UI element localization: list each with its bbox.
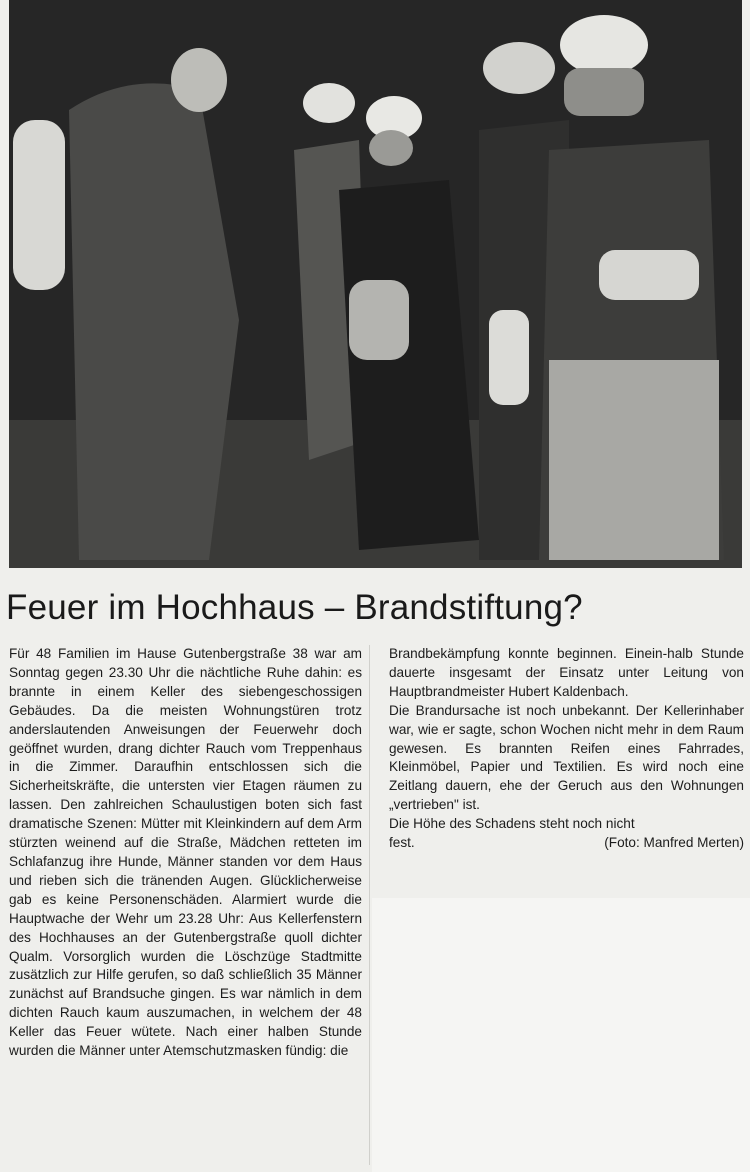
article-body-right-3: Die Höhe des Schadens steht noch nicht	[389, 816, 635, 832]
photo-credit: (Foto: Manfred Merten)	[604, 835, 744, 851]
article-body-left: Für 48 Familien im Hause Gutenbergstraße 38 war am Sonntag gegen 23.30 Uhr die nächtliche Ruhe dahin: es brannte in einem Keller des siebengeschossigen Gebäudes. Da die meisten Wohnungstüren trotz anderslautenden Anweisungen der Feuerwehr doch geöffnet wurden, drang dichter Rauch vom Treppenhaus in die Zimmer. Daraufhin entschlossen sich die Sicherheitskräfte, die untersten vier Etagen räumen zu lassen. Den zahlreichen Schaulustigen boten sich fast dramatische Szenen: Mütter mit Kleinkindern auf dem Arm stürzten weinend auf die Straße, Mädchen retteten im Schlafanzug ihre Hunde, Männer standen vor dem Haus und rieben sich die tränenden Augen. Glücklicherweise gab es keine Personenschäden. Alarmiert wurde die Hauptwache der Wehr um 23.28 Uhr: Aus Kellerfenstern des Hochhauses an der Gutenbergstraße quoll dichter Qualm. Vorsorglich wurden die Löschzüge Stadtmitte zusätzlich zur Hilfe gerufen, so daß schließlich 35 Männer zunächst auf Brandsuche gingen. Es war nämlich in dem dichten Rauch kaum auszumachen, in welchem der 48 Keller das Feuer wütete. Nach einer halben Stunde wurden die Männer unter Atemschutzmasken fündig: die	[9, 646, 362, 1059]
article-headline: Feuer im Hochhaus – Brandstiftung?	[6, 588, 583, 627]
firefighters-photo	[9, 0, 742, 568]
article-last-line	[389, 834, 744, 853]
article-column-left	[9, 645, 362, 1061]
article-column-right	[389, 645, 744, 853]
column-divider	[369, 645, 370, 1165]
article-body-right-1: Brandbekämpfung konnte beginnen. Einein-halb Stunde dauerte insgesamt der Einsatz unter Leitung von Hauptbrandmeister Hubert Kaldenbach.	[389, 646, 744, 699]
photo-illustration	[9, 0, 742, 568]
article-body-right-end: fest.	[389, 835, 415, 851]
article-body-right-2: Die Brandursache ist noch unbekannt. Der Kellerinhaber war, wie er sagte, schon Wochen nicht mehr in dem Raum gewesen. Es brannten Reifen eines Fahrrades, Kleinmöbel, Papier und Textilien. Es wird noch eine Zeitlang dauern, ehe der Geruch aus den Wohnungen „vertrieben" ist.	[389, 702, 744, 813]
blank-paper-area	[372, 898, 750, 1172]
